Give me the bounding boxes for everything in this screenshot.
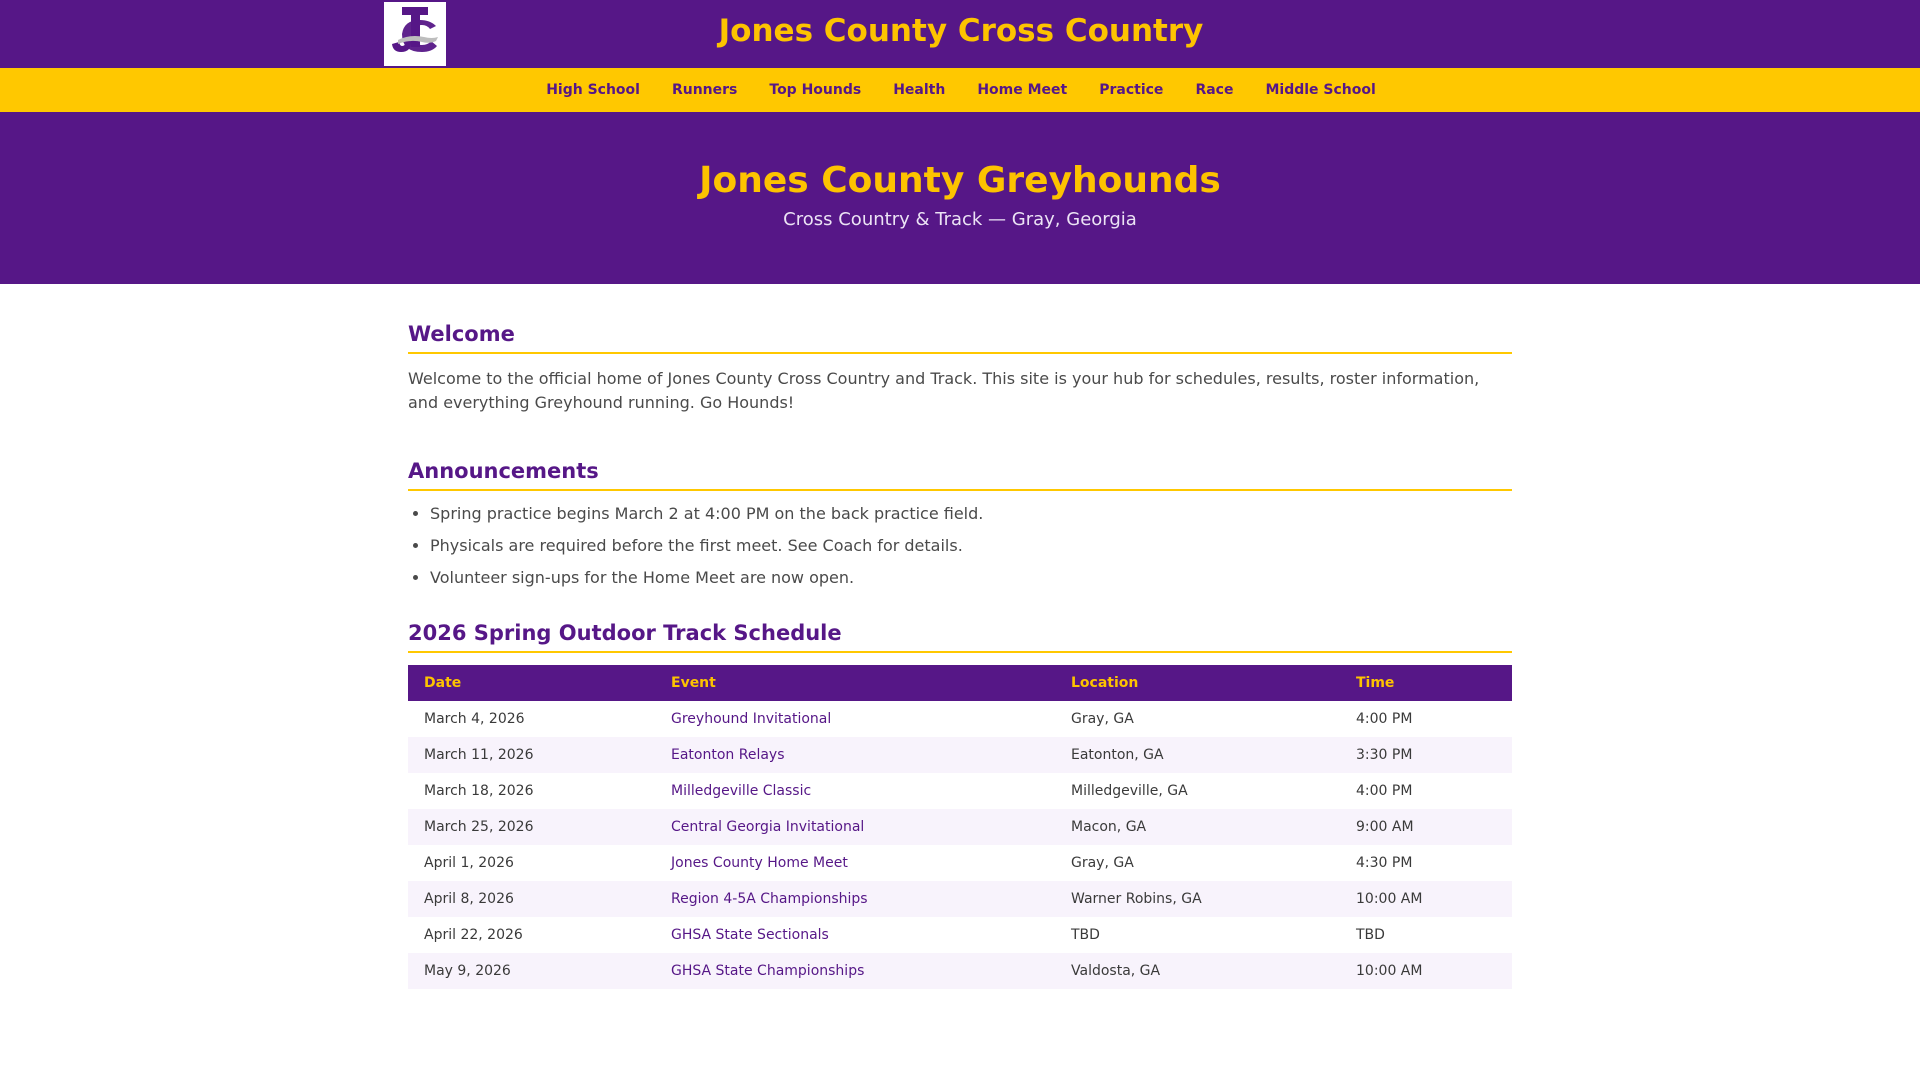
cell-event-link[interactable]: Eatonton Relays	[671, 747, 785, 763]
cell-location: Warner Robins, GA	[1071, 891, 1202, 907]
cell-date: April 1, 2026	[424, 855, 514, 871]
schedule-heading: 2026 Spring Outdoor Track Schedule	[408, 621, 1512, 653]
table-row	[408, 809, 1512, 845]
nav-item-top-hounds[interactable]: Top Hounds	[769, 82, 862, 98]
cell-location: TBD	[1071, 927, 1100, 943]
welcome-section	[408, 322, 1512, 415]
cell-time: TBD	[1356, 927, 1385, 943]
cell-time: 4:00 PM	[1356, 783, 1413, 799]
nav-item-middle-school[interactable]: Middle School	[1265, 82, 1376, 98]
cell-location: Eatonton, GA	[1071, 747, 1164, 763]
column-header-location: Location	[1071, 675, 1139, 691]
schedule-table	[408, 665, 1512, 989]
cell-date: April 8, 2026	[424, 891, 514, 907]
schedule-header-row	[408, 665, 1512, 701]
cell-location: Gray, GA	[1071, 855, 1134, 871]
cell-date: April 22, 2026	[424, 927, 523, 943]
cell-date: March 18, 2026	[424, 783, 534, 799]
cell-date: May 9, 2026	[424, 963, 511, 979]
nav-item-race[interactable]: Race	[1195, 82, 1234, 98]
cell-location: Gray, GA	[1071, 711, 1134, 727]
column-header-time: Time	[1356, 675, 1395, 691]
column-header-event: Event	[671, 675, 716, 691]
cell-event-link[interactable]: Region 4-5A Championships	[671, 891, 868, 907]
announcements-heading: Announcements	[408, 459, 1512, 491]
table-row	[408, 773, 1512, 809]
cell-location: Valdosta, GA	[1071, 963, 1161, 979]
announcement-item: • Physicals are required before the first meet. See Coach for details.	[430, 535, 1512, 557]
cell-date: March 11, 2026	[424, 747, 534, 763]
cell-event-link[interactable]: GHSA State Sectionals	[671, 927, 829, 943]
cell-location: Macon, GA	[1071, 819, 1147, 835]
cell-event-link[interactable]: Milledgeville Classic	[671, 783, 812, 799]
site-header	[0, 0, 1920, 68]
cell-time: 4:30 PM	[1356, 855, 1413, 871]
cell-time: 10:00 AM	[1356, 891, 1423, 907]
hero-subtitle: Cross Country & Track — Gray, Georgia	[783, 209, 1137, 230]
announcement-item: • Volunteer sign-ups for the Home Meet are now open.	[430, 567, 1512, 589]
cell-event-link[interactable]: Central Georgia Invitational	[671, 819, 865, 835]
cell-event-link[interactable]: Jones County Home Meet	[671, 855, 848, 871]
table-row	[408, 953, 1512, 989]
table-row	[408, 845, 1512, 881]
table-row	[408, 701, 1512, 737]
announcements-list	[408, 503, 1512, 589]
announcements-section	[408, 459, 1512, 589]
table-row	[408, 881, 1512, 917]
column-header-date: Date	[424, 675, 462, 691]
cell-date: March 4, 2026	[424, 711, 525, 727]
table-row	[408, 737, 1512, 773]
main-nav	[0, 68, 1920, 112]
hero-banner	[0, 112, 1920, 284]
nav-item-health[interactable]: Health	[893, 82, 946, 98]
cell-event-link[interactable]: Greyhound Invitational	[671, 711, 832, 727]
nav-item-runners[interactable]: Runners	[671, 82, 738, 98]
cell-time: 4:00 PM	[1356, 711, 1413, 727]
welcome-text: Welcome to the official home of Jones County Cross Country and Track. This site is your hub for schedules, results, roster information, and everything Greyhound running. Go Hounds!	[408, 369, 1480, 412]
cell-event-link[interactable]: GHSA State Championships	[671, 963, 865, 979]
schedule-section	[408, 621, 1512, 989]
welcome-heading: Welcome	[408, 322, 1512, 354]
hero-title: Jones County Greyhounds	[699, 160, 1221, 201]
cell-location: Milledgeville, GA	[1071, 783, 1188, 799]
table-row	[408, 917, 1512, 953]
nav-item-practice[interactable]: Practice	[1099, 82, 1164, 98]
main-content	[408, 284, 1512, 989]
cell-date: March 25, 2026	[424, 819, 534, 835]
nav-item-home-meet[interactable]: Home Meet	[977, 82, 1068, 98]
cell-time: 9:00 AM	[1356, 819, 1414, 835]
announcement-item: • Spring practice begins March 2 at 4:00 PM on the back practice field.	[430, 503, 1512, 525]
cell-time: 10:00 AM	[1356, 963, 1423, 979]
nav-item-high-school[interactable]: High School	[546, 82, 640, 98]
site-title: Jones County Cross Country	[718, 13, 1204, 49]
cell-time: 3:30 PM	[1356, 747, 1413, 763]
